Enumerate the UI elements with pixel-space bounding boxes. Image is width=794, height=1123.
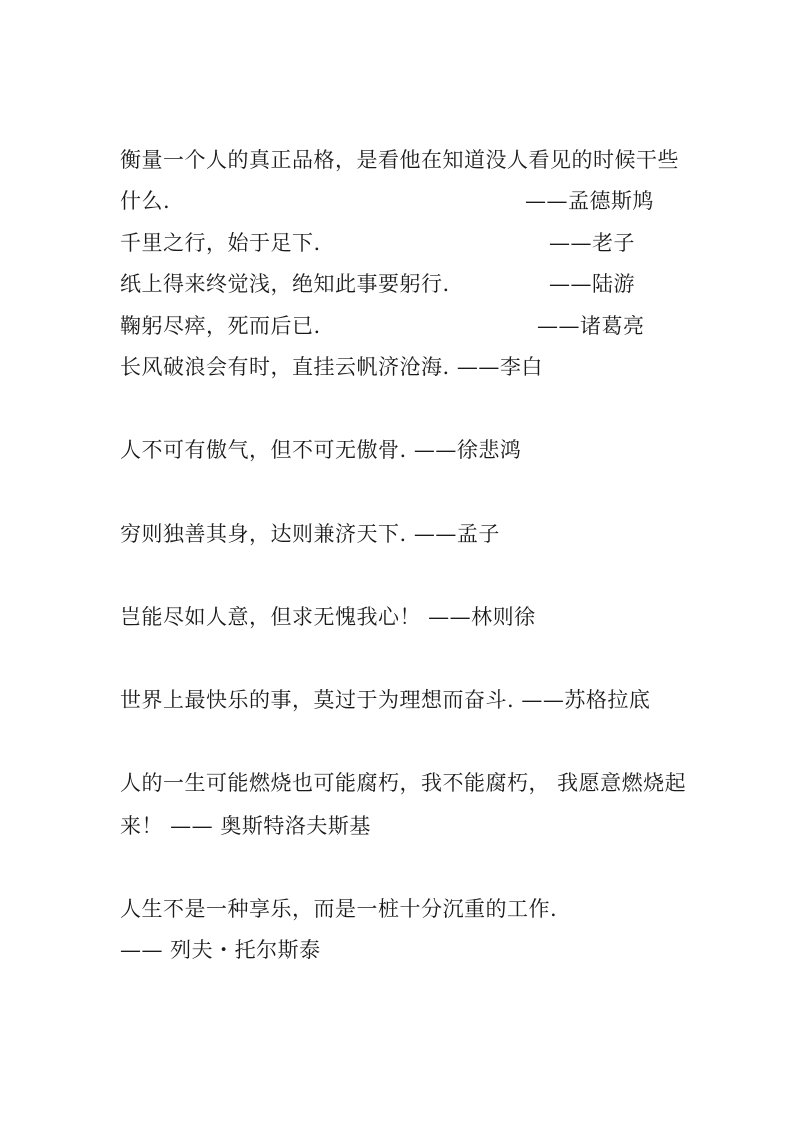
quote-line: —— 列夫・托尔斯泰 [120,938,321,962]
quote-line: 什么. [120,189,171,213]
quote-line: 衡量一个人的真正品格，是看他在知道没人看见的时候干些 [120,148,679,172]
quote-line: 长风破浪会有时，直挂云帆济沧海. ——李白 [120,355,543,379]
quote-author: ——孟德斯鸠 [525,189,654,213]
quote-line: 岂能尽如人意，但求无愧我心！ ——林则徐 [120,605,536,629]
quote-line: 鞠躬尽瘁，死而后已. [120,314,321,338]
quote-author: ——陆游 [549,272,635,296]
quote-line: 穷则独善其身，达则兼济天下. ——孟子 [120,522,500,546]
quote-line: 人不可有傲气，但不可无傲骨. ——徐悲鸿 [120,438,522,462]
quote-author: ——诸葛亮 [537,314,645,338]
quote-line: 人生不是一种享乐，而是一桩十分沉重的工作. [120,897,558,921]
quote-line: 人的一生可能燃烧也可能腐朽，我不能腐朽， 我愿意燃烧起 [120,771,687,795]
quote-line: 千里之行，始于足下. [120,231,321,255]
quote-line: 世界上最快乐的事，莫过于为理想而奋斗. ——苏格拉底 [120,688,651,712]
quote-line: 纸上得来终觉浅，绝知此事要躬行. [120,272,450,296]
quote-author: ——老子 [549,231,635,255]
quote-line: 来！ —— 奥斯特洛夫斯基 [120,814,371,838]
